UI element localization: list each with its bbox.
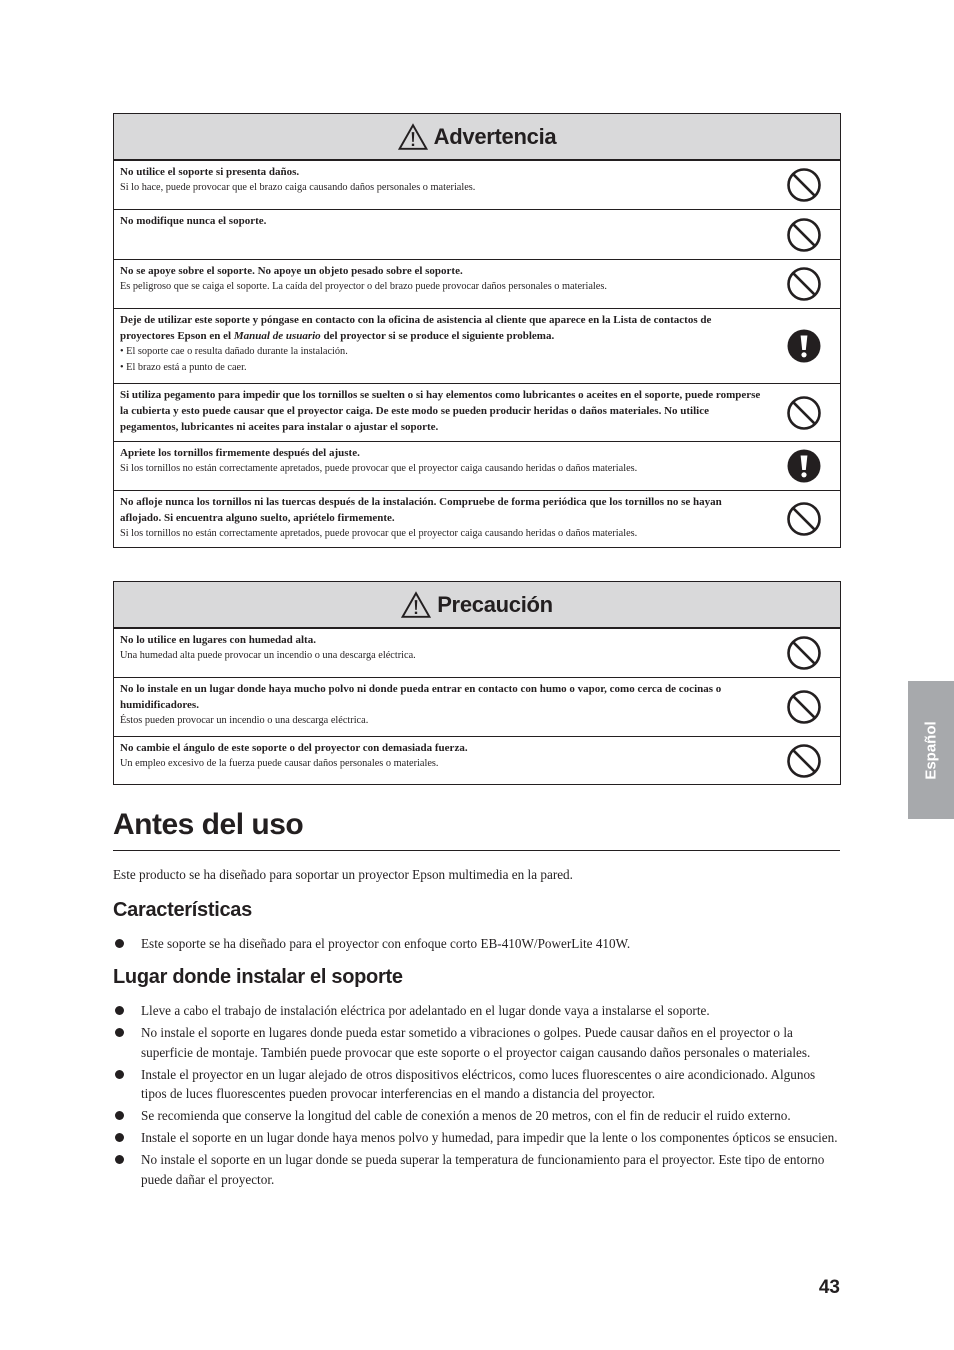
- prohibition-icon: [786, 395, 822, 431]
- warning-row: [114, 259, 840, 308]
- list-item-text: Instale el proyector en un lugar alejado de otros dispositivos eléctricos, como luces fluorescentes o aire acondicionado. Algunos tipos de luces fluorescentes pueden provocar interferencias en el mando a distancia del proyector.: [141, 1066, 816, 1101]
- mandatory-icon: [786, 328, 822, 364]
- warning-row: [114, 490, 840, 547]
- prohibition-icon: [786, 743, 822, 779]
- prohibition-icon: [786, 167, 822, 203]
- caution-box: [113, 581, 841, 785]
- caution-title: Precaución: [437, 591, 553, 617]
- warning-row: [114, 441, 840, 490]
- row-text: Si los tornillos no están correctamente apretados, puede provocar que el proyector caiga causando heridas o daños materiales.: [120, 463, 638, 474]
- bullet-icon: [115, 1028, 124, 1037]
- row-heading: No cambie el ángulo de este soporte o del proyector con demasiada fuerza.: [120, 742, 468, 754]
- list-item: [113, 1023, 843, 1062]
- list-item: [113, 1150, 843, 1189]
- row-text: Es peligroso que se caiga el soporte. La caída del proyector o del brazo puede provocar daños personales o materiales.: [120, 281, 607, 292]
- row-bullet: • El soporte cae o resulta dañado durante la instalación.: [120, 346, 348, 357]
- features-list: [113, 934, 843, 956]
- row-heading: Apriete los tornillos firmemente después del ajuste.: [120, 447, 360, 459]
- prohibition-icon: [786, 635, 822, 671]
- prohibition-icon: [786, 501, 822, 537]
- intro-text: Este producto se ha diseñado para soportar un proyector Epson multimedia en la pared.: [113, 867, 573, 882]
- bullet-icon: [115, 939, 124, 948]
- language-tab: [908, 681, 954, 819]
- row-heading: No lo utilice en lugares con humedad alta.: [120, 634, 316, 646]
- row-text: Una humedad alta puede provocar un incendio o una descarga eléctrica.: [120, 650, 416, 661]
- caution-row: [114, 736, 840, 784]
- row-heading: No afloje nunca los tornillos ni las tuercas después de la instalación. Compruebe de forma periódica que los tornillos no se hayan aflojado. Si encuentra alguno suelto, apriételo firmemente.: [120, 496, 722, 524]
- warning-row: [114, 209, 840, 259]
- row-heading: No utilice el soporte si presenta daños.: [120, 166, 300, 178]
- location-heading: Lugar donde instalar el soporte: [113, 966, 403, 988]
- list-item: [113, 1128, 843, 1148]
- bullet-icon: [115, 1070, 124, 1079]
- bullet-icon: [115, 1111, 124, 1120]
- row-text: Si los tornillos no están correctamente apretados, puede provocar que el proyector caiga causando heridas o daños materiales.: [120, 528, 638, 539]
- row-heading-part: Deje de utilizar este soporte y póngase en contacto con la oficina de asistencia al cliente que aparece en la Lista de contactos de proyectores Epson en el: [120, 314, 712, 342]
- section-title: Antes del uso: [113, 808, 304, 841]
- list-item: [113, 1065, 843, 1104]
- caution-header: [114, 582, 840, 628]
- row-heading: No lo instale en un lugar donde haya mucho polvo ni donde pueda entrar en contacto con humo o vapor, como cerca de cocinas o humidificadores.: [120, 683, 722, 711]
- language-tab-label: Español: [922, 720, 940, 780]
- list-item-text: No instale el soporte en lugares donde pueda estar sometido a vibraciones o golpes. Puede causar daños en el proyector o la superficie de montaje. También puede provocar que este soporte o el proyector caigan causando daños personales o materiales.: [141, 1025, 811, 1060]
- features-heading: Características: [113, 899, 252, 921]
- list-item-text: No instale el soporte en un lugar donde se pueda superar la temperatura de funcionamiento para el proyector. Este tipo de entorno puede dañar el proyector.: [141, 1152, 825, 1187]
- row-heading: [120, 312, 762, 344]
- location-list: [113, 1001, 843, 1192]
- prohibition-icon: [786, 689, 822, 725]
- warning-row: [114, 160, 840, 209]
- row-heading: No modifique nunca el soporte.: [120, 215, 267, 227]
- warning-title: Advertencia: [433, 123, 557, 149]
- list-item-text: Este soporte se ha diseñado para el proyector con enfoque corto EB-410W/PowerLite 410W.: [141, 936, 631, 951]
- prohibition-icon: [786, 266, 822, 302]
- row-heading: No se apoye sobre el soporte. No apoye un objeto pesado sobre el soporte.: [120, 265, 463, 277]
- list-item: [113, 1106, 843, 1126]
- list-item: [113, 1001, 843, 1021]
- warning-row: [114, 383, 840, 441]
- warning-triangle-icon: [401, 591, 431, 619]
- row-text: Éstos pueden provocar un incendio o una descarga eléctrica.: [120, 715, 369, 726]
- list-item-text: Se recomienda que conserve la longitud del cable de conexión a menos de 20 metros, con el fin de reducir el ruido externo.: [141, 1108, 791, 1123]
- row-text: Si lo hace, puede provocar que el brazo caiga causando daños personales o materiales.: [120, 182, 476, 193]
- caution-row: [114, 677, 840, 736]
- warning-box: [113, 113, 841, 548]
- warning-triangle-icon: [398, 123, 428, 151]
- manual-title: Manual de usuario: [233, 330, 321, 342]
- list-item-text: Instale el soporte en un lugar donde haya menos polvo y humedad, para impedir que la lente o los componentes ópticos se ensucien.: [141, 1130, 838, 1145]
- row-text: Un empleo excesivo de la fuerza puede causar daños personales o materiales.: [120, 758, 439, 769]
- bullet-icon: [115, 1006, 124, 1015]
- warning-header: [114, 114, 840, 160]
- bullet-icon: [115, 1155, 124, 1164]
- section-divider: [113, 850, 840, 851]
- list-item: [113, 934, 843, 954]
- row-heading-part: del proyector si se produce el siguiente problema.: [320, 330, 555, 342]
- page-number: 43: [818, 1277, 840, 1298]
- caution-row: [114, 628, 840, 677]
- row-bullet: • El brazo está a punto de caer.: [120, 362, 247, 373]
- list-item-text: Lleve a cabo el trabajo de instalación eléctrica por adelantado en el lugar donde vaya a instalarse el soporte.: [141, 1003, 710, 1018]
- row-heading: Si utiliza pegamento para impedir que los tornillos se suelten o si hay elementos como lubricantes o aceites en el soporte, puede romperse la cubierta y esto puede causar que el proyector caiga. De este modo se pueden producir heridas o daños materiales. No utilice pegamentos, lubricantes ni aceites para instalar o ajustar el soporte.: [120, 389, 761, 433]
- bullet-icon: [115, 1133, 124, 1142]
- warning-row: [114, 308, 840, 383]
- mandatory-icon: [786, 448, 822, 484]
- prohibition-icon: [786, 217, 822, 253]
